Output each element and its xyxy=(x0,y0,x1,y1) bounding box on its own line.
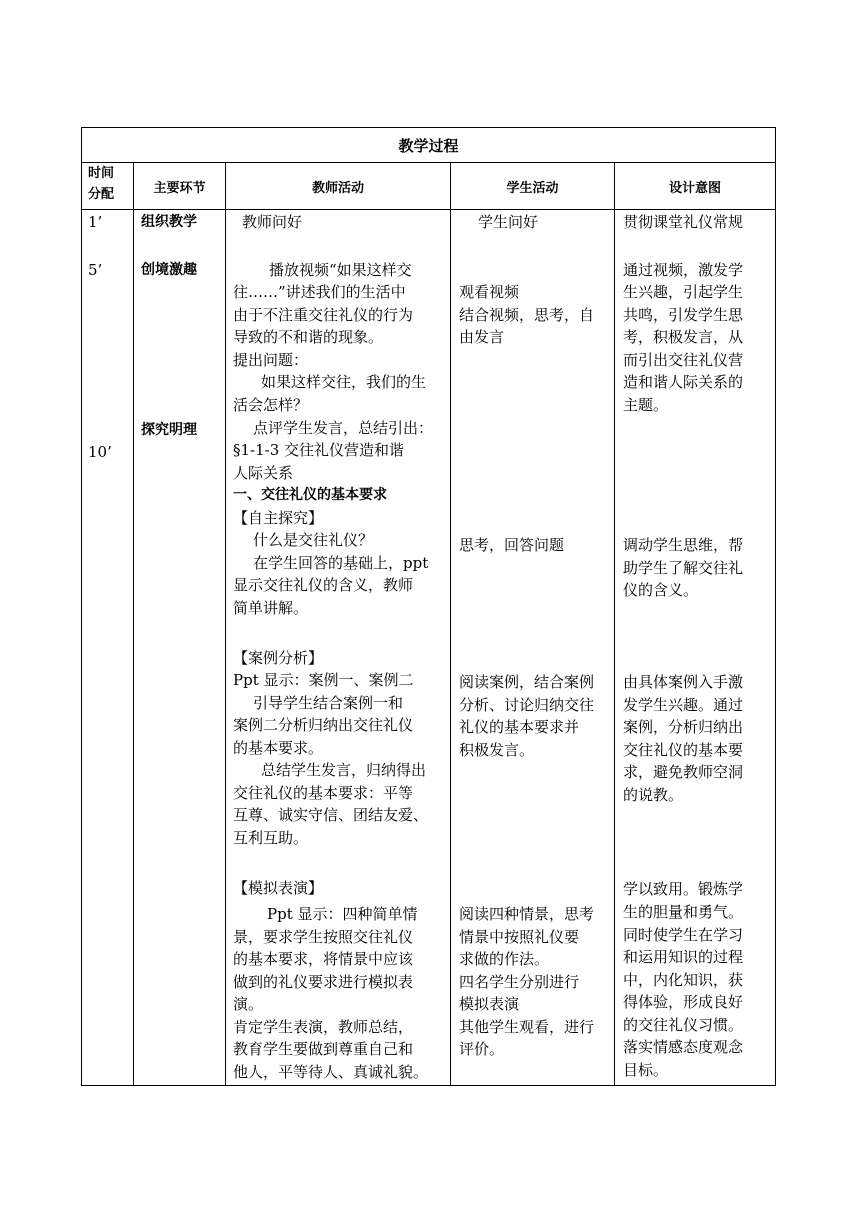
column-divider xyxy=(614,162,615,1085)
column-divider xyxy=(133,162,134,1085)
student-line: 思考，回答问题 xyxy=(459,536,565,554)
header-time-line1: 时间 xyxy=(88,166,115,181)
intent-line: 通过视频，激发学 xyxy=(623,261,744,279)
teacher-line: 简单讲解。 xyxy=(233,599,309,617)
time-cell: 5’ xyxy=(88,261,103,279)
time-cell: 1’ xyxy=(88,213,103,231)
teacher-line: 教育学生要做到尊重自己和 xyxy=(233,1040,414,1058)
intent-line: 得体验，形成良好 xyxy=(623,993,744,1011)
header-time-line2: 分配 xyxy=(88,187,115,202)
student-line: 评价。 xyxy=(459,1040,505,1058)
phase-cell: 创境激趣 xyxy=(141,262,197,278)
teacher-line: 显示交往礼仪的含义，教师 xyxy=(233,576,414,594)
header-phase: 主要环节 xyxy=(153,180,206,196)
student-line: 其他学生观看，进行 xyxy=(459,1018,595,1036)
student-line: 求做的作法。 xyxy=(459,950,550,968)
intent-line: 求，避免教师空洞 xyxy=(623,763,744,781)
intent-line: 案例，分析归纳出 xyxy=(623,718,744,736)
intent-line: 的说教。 xyxy=(623,786,684,804)
column-divider xyxy=(450,162,451,1085)
phase-cell: 探究明理 xyxy=(141,422,197,438)
teacher-line: 播放视频“如果这样交 xyxy=(269,261,412,279)
intent-line: 的交往礼仪习惯。 xyxy=(623,1016,744,1034)
teacher-line: 引导学生结合案例一和 xyxy=(253,694,404,712)
teacher-line: 的基本要求，将情景中应该 xyxy=(233,950,414,968)
phase-cell: 组织教学 xyxy=(141,214,197,230)
subsection-label: 【模拟表演】 xyxy=(233,879,324,897)
teacher-line: 总结学生发言，归纳得出 xyxy=(261,761,427,779)
intent-line: 落实情感态度观念 xyxy=(623,1038,744,1056)
student-line: 阅读案例，结合案例 xyxy=(459,673,595,691)
intent-line: 而引出交往礼仪营 xyxy=(623,351,744,369)
teaching-process-table xyxy=(81,127,776,1086)
intent-line: 生兴趣，引起学生 xyxy=(623,283,744,301)
teacher-line: 交往礼仪的基本要求：平等 xyxy=(233,784,414,802)
student-line: 情景中按照礼仪要 xyxy=(459,928,580,946)
teacher-line: 如果这样交往，我们的生 xyxy=(261,373,427,391)
teacher-line: 活会怎样？ xyxy=(233,396,309,414)
intent-line: 考，积极发言，从 xyxy=(623,328,744,346)
teacher-line: 互利互助。 xyxy=(233,829,309,847)
intent-line: 中，内化知识，获 xyxy=(623,971,744,989)
teacher-line: 导致的不和谐的现象。 xyxy=(233,328,384,346)
student-line: 分析、讨论归纳交往 xyxy=(459,696,595,714)
teacher-line: 提出问题： xyxy=(233,351,309,369)
teacher-line: 案例二分析归纳出交往礼仪 xyxy=(233,716,414,734)
intent-line: 助学生了解交往礼 xyxy=(623,559,744,577)
student-line: 积极发言。 xyxy=(459,741,535,759)
intent-line: 生的胆量和勇气。 xyxy=(623,903,744,921)
intent-line: 共鸣，引发学生思 xyxy=(623,306,744,324)
intent-line: 造和谐人际关系的 xyxy=(623,373,744,391)
header-student-activity: 学生活动 xyxy=(506,180,559,196)
teacher-line: 往……”讲述我们的生活中 xyxy=(233,283,406,301)
intent-line: 目标。 xyxy=(623,1061,669,1079)
intent-line: 仪的含义。 xyxy=(623,581,699,599)
subsection-label: 【自主探究】 xyxy=(233,509,324,527)
student-line: 阅读四种情景，思考 xyxy=(459,905,595,923)
intent-line: 调动学生思维，帮 xyxy=(623,536,744,554)
header-time xyxy=(88,163,132,209)
teacher-line: 做到的礼仪要求进行模拟表 xyxy=(233,973,414,991)
student-line: 结合视频，思考，自 xyxy=(459,306,595,324)
column-divider xyxy=(225,162,226,1085)
teacher-line: 点评学生发言，总结引出： xyxy=(253,419,434,437)
teacher-line: 教师问好 xyxy=(242,213,303,231)
student-line: 四名学生分别进行 xyxy=(459,973,580,991)
student-line: 模拟表演 xyxy=(459,995,520,1013)
header-teacher-activity: 教师活动 xyxy=(311,180,364,196)
intent-line: 贯彻课堂礼仪常规 xyxy=(623,213,744,231)
header-design-intent: 设计意图 xyxy=(668,180,721,196)
time-cell: 10’ xyxy=(88,443,112,461)
student-line: 礼仪的基本要求并 xyxy=(459,718,580,736)
intent-line: 主题。 xyxy=(623,396,669,414)
subsection-label: 【案例分析】 xyxy=(233,649,324,667)
teacher-line: 在学生回答的基础上，ppt xyxy=(253,554,429,572)
table-title: 教学过程 xyxy=(398,136,459,155)
intent-line: 和运用知识的过程 xyxy=(623,948,744,966)
teacher-line: 互尊、诚实守信、团结友爱、 xyxy=(233,806,429,824)
teacher-line: 肯定学生表演，教师总结， xyxy=(233,1018,414,1036)
teacher-line: 他人，平等待人、真诚礼貌。 xyxy=(233,1063,429,1081)
intent-line: 交往礼仪的基本要 xyxy=(623,741,744,759)
intent-line: 学以致用。锻炼学 xyxy=(623,880,744,898)
teacher-line: 人际关系 xyxy=(233,464,294,482)
intent-line: 同时使学生在学习 xyxy=(623,926,744,944)
intent-line: 由具体案例入手激 xyxy=(623,673,744,691)
section-heading: 一、交往礼仪的基本要求 xyxy=(233,487,387,503)
teacher-line: Ppt 显示：四种简单情 xyxy=(267,905,418,923)
teacher-line: 演。 xyxy=(233,995,264,1013)
teacher-line: Ppt 显示：案例一、案例二 xyxy=(233,671,414,689)
teacher-line: 景，要求学生按照交往礼仪 xyxy=(233,928,414,946)
header-divider xyxy=(82,209,775,210)
intent-line: 发学生兴趣。通过 xyxy=(623,696,744,714)
student-line: 观看视频 xyxy=(459,283,520,301)
teacher-line: 的基本要求。 xyxy=(233,739,324,757)
teacher-line: §1-1-3 交往礼仪营造和谐 xyxy=(233,441,405,459)
teacher-line: 什么是交往礼仪？ xyxy=(253,531,374,549)
student-line: 由发言 xyxy=(459,328,505,346)
student-line: 学生问好 xyxy=(478,213,539,231)
teacher-line: 由于不注重交往礼仪的行为 xyxy=(233,306,414,324)
